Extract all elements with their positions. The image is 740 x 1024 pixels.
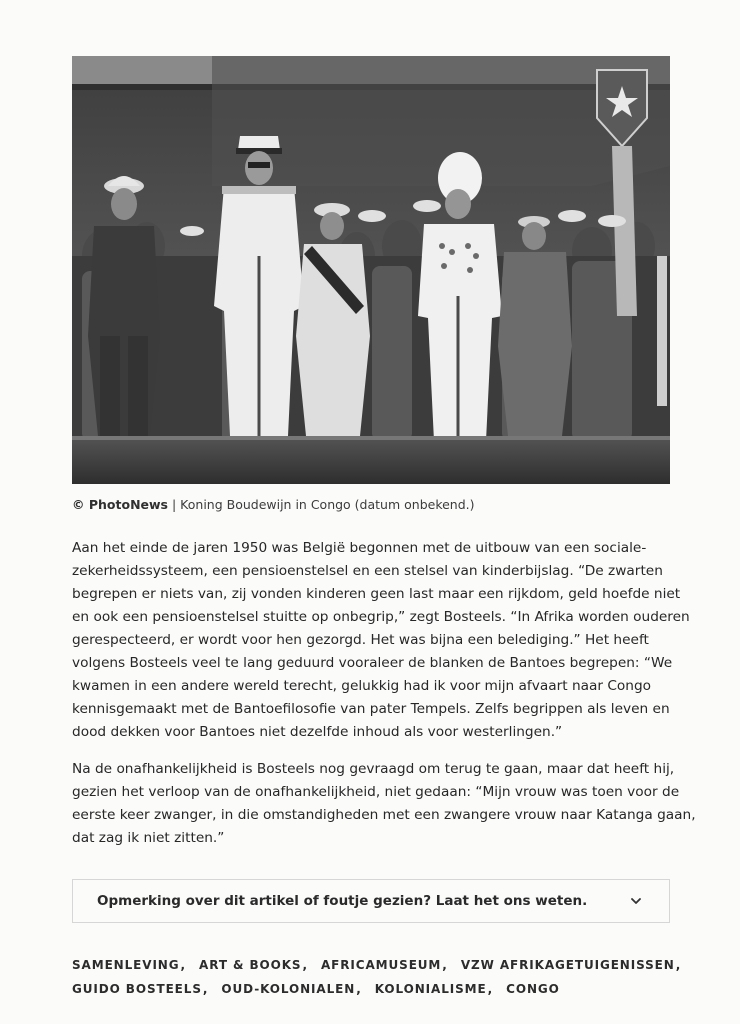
tag-separator: ,	[302, 958, 308, 972]
tag-link[interactable]: AFRICAMUSEUM	[320, 958, 442, 972]
paragraph	[72, 537, 690, 744]
tag-link[interactable]: VZW AFRIKAGETUIGENISSEN	[460, 958, 675, 972]
tag-separator: ,	[356, 982, 362, 996]
text-line: en ook een pensioenstelsel stuitte op onbegrip,” zegt Bosteels. “In Afrika worden ouderen	[72, 609, 690, 625]
text-line: gezien het verloop van de onafhankelijkheid, niet gedaan: “Mijn vrouw was toen voor de	[72, 784, 680, 800]
text-line: begrepen er niets van, zij vonden kinderen geen last maar een rijkdom, geld hoefde niet	[72, 586, 681, 602]
text-line: dat zag ik niet zitten.”	[72, 830, 225, 846]
photo-credit: © PhotoNews	[72, 497, 168, 512]
text-line: dood dekken voor Bantoes niet dezelfde inhoud als voor westerlingen.”	[72, 724, 563, 740]
feedback-label: Opmerking over dit artikel of foutje gezien? Laat het ons weten.	[97, 893, 588, 909]
text-line: eerste keer zwanger, in die omstandigheden met een zwangere vrouw naar Katanga gaan,	[72, 807, 696, 823]
text-line: volgens Bosteels veel te lang geduurd vooraleer de blanken de Bantoes begrepen: “We	[72, 655, 673, 671]
chevron-down-icon	[629, 894, 643, 908]
photo-caption	[72, 497, 672, 512]
tag-link[interactable]: GUIDO BOSTEELS	[72, 982, 202, 996]
text-line: Aan het einde de jaren 1950 was België begonnen met de uitbouw van een sociale-	[72, 540, 647, 556]
article-photo	[72, 56, 670, 484]
tag-row	[72, 977, 682, 1001]
tag-separator: ,	[180, 958, 186, 972]
tag-separator: ,	[442, 958, 448, 972]
tag-link[interactable]: ART & BOOKS	[199, 958, 302, 972]
text-line: kwamen in een andere wereld terecht, gelukkig had ik voor mijn afvaart naar Congo	[72, 678, 652, 694]
feedback-expander[interactable]	[72, 879, 670, 923]
tag-link[interactable]: CONGO	[506, 982, 560, 996]
article-body	[72, 537, 696, 850]
tag-link[interactable]: KOLONIALISME	[374, 982, 487, 996]
text-line: kennisgemaakt met de Bantoefilosofie van pater Tempels. Zelfs begrippen als leven en	[72, 701, 670, 717]
caption-text: Koning Boudewijn in Congo (datum onbekend.)	[180, 497, 475, 512]
tag-link[interactable]: OUD-KOLONIALEN	[221, 982, 356, 996]
text-line: gerespecteerd, er wordt voor hen gezorgd. Het was bijna een belediging.” Het heeft	[72, 632, 649, 648]
tag-separator: ,	[202, 982, 209, 996]
tag-separator: ,	[675, 958, 682, 972]
text-line: zekerheidssysteem, een pensioenstelsel en een stelsel van kinderbijslag. “De zwarten	[72, 563, 663, 579]
tag-link[interactable]: SAMENLEVING	[72, 958, 180, 972]
tag-list	[72, 953, 682, 1001]
paragraph	[72, 758, 696, 850]
tag-separator: ,	[487, 982, 494, 996]
caption-separator: |	[168, 497, 181, 512]
tag-row	[72, 953, 682, 977]
text-line: Na de onafhankelijkheid is Bosteels nog gevraagd om terug te gaan, maar dat heeft hij,	[72, 761, 675, 777]
